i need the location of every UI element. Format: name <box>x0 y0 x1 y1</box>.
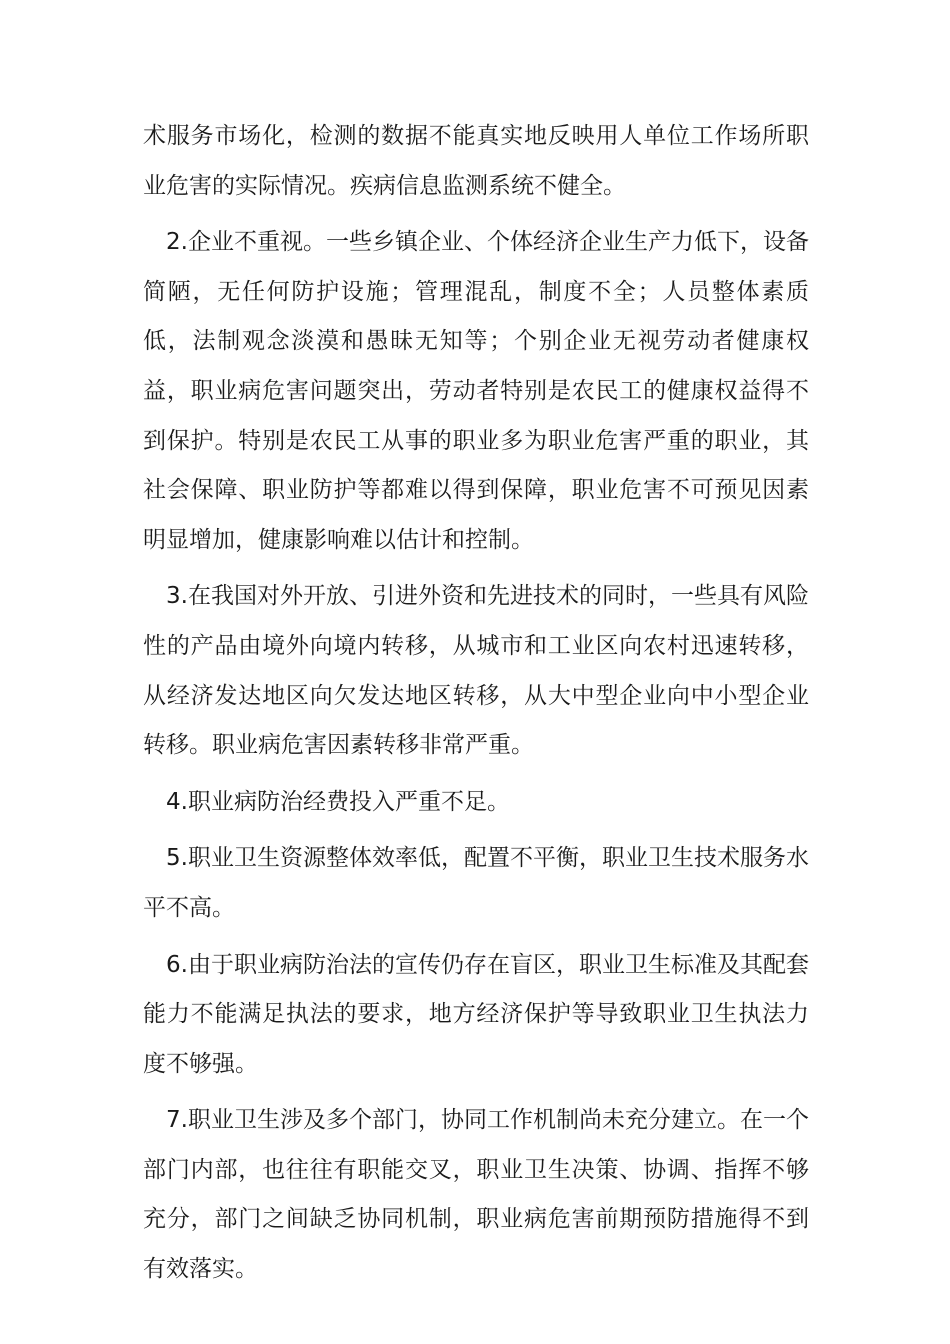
paragraph-item-6: 6.由于职业病防治法的宣传仍存在盲区，职业卫生标准及其配套能力不能满足执法的要求，地方经济保护等导致职业卫生执法力度不够强。 <box>143 951 809 1077</box>
paragraph-item-7: 7.职业卫生涉及多个部门，协同工作机制尚未充分建立。在一个部门内部，也往往有职能交叉，职业卫生决策、协调、指挥不够充分，部门之间缺乏协同机制，职业病危害前期预防措施得不到有效落实。 <box>143 1107 809 1283</box>
paragraph-continuation: 术服务市场化，检测的数据不能真实地反映用人单位工作场所职业危害的实际情况。疾病信息监测系统不健全。 <box>143 123 809 199</box>
paragraph-item-5: 5.职业卫生资源整体效率低，配置不平衡，职业卫生技术服务水平不高。 <box>143 845 809 921</box>
paragraph-item-2: 2.企业不重视。一些乡镇企业、个体经济企业生产力低下，设备简陋，无任何防护设施；管理混乱，制度不全；人员整体素质低，法制观念淡漠和愚昧无知等；个别企业无视劳动者健康权益，职业病危害问题突出，劳动者特别是农民工的健康权益得不到保护。特别是农民工从事的职业多为职业危害严重的职业，其社会保障、职业防护等都难以得到保障，职业危害不可预见因素明显增加，健康影响难以估计和控制。 <box>143 229 809 553</box>
paragraph-item-3: 3.在我国对外开放、引进外资和先进技术的同时，一些具有风险性的产品由境外向境内转移，从城市和工业区向农村迅速转移，从经济发达地区向欠发达地区转移，从大中型企业向中小型企业转移。职业病危害因素转移非常严重。 <box>143 583 809 759</box>
document-body <box>143 112 809 1302</box>
paragraph-item-4: 4.职业病防治经费投入严重不足。 <box>166 788 510 815</box>
